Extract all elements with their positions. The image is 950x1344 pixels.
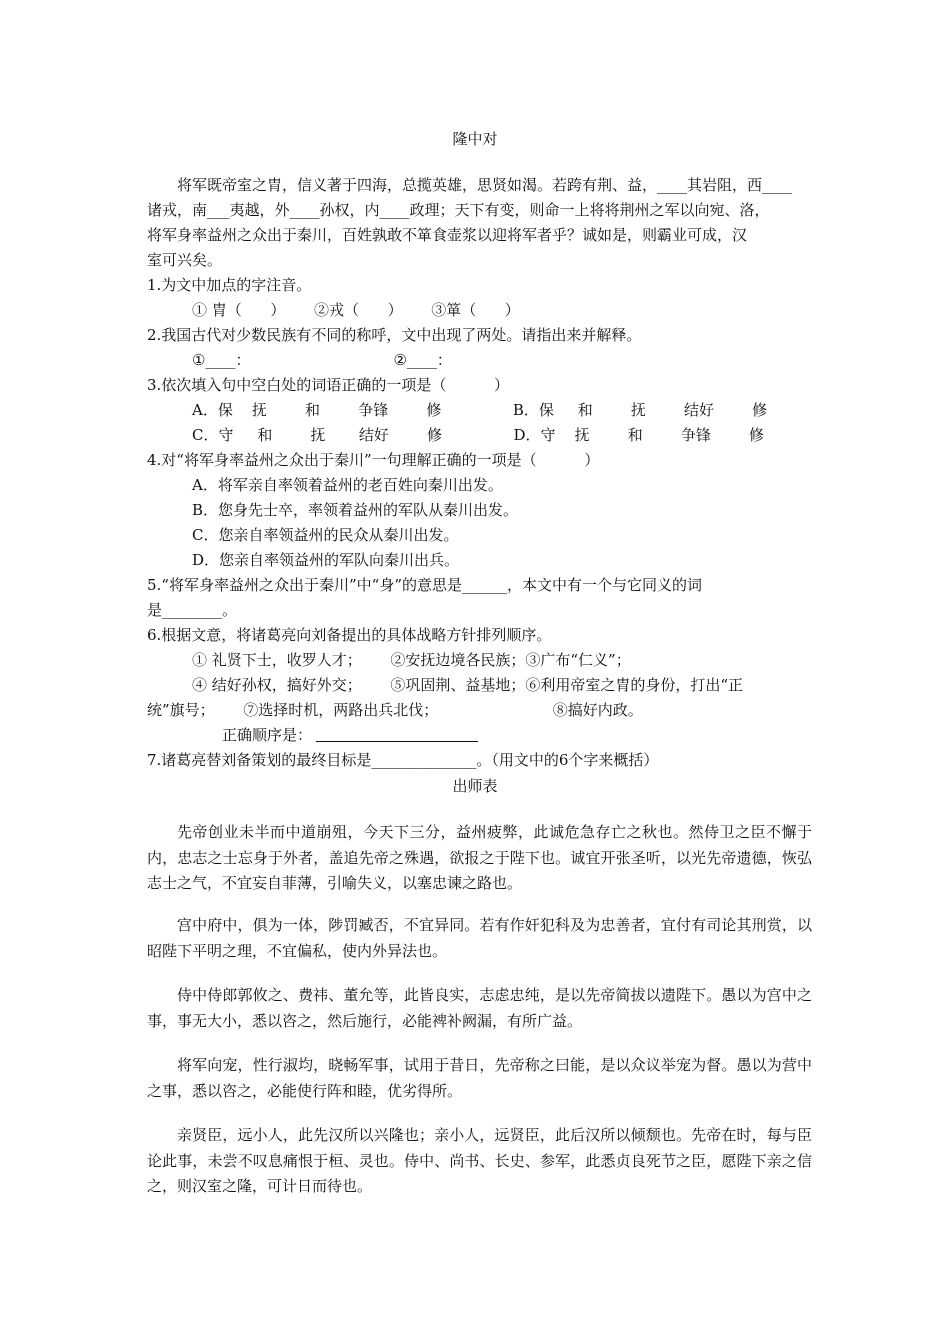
question-4-option-d: D．您亲自率领益州的军队向秦川出兵。	[192, 551, 460, 569]
passage-line: 室可兴矣。	[147, 251, 223, 269]
question-1-options: ① 胄（ ） ②戎（ ） ③箪（ ）	[192, 301, 520, 319]
chushibiao-title: 出师表	[452, 777, 498, 795]
passage-line: 诸戎，南___夷越，外____孙权，内____政理；天下有变，则命一上将将荆州之军以向宛、洛，	[147, 201, 770, 219]
question-6-items-line-2: ④ 结好孙权，搞好外交； ⑤巩固荆、益基地；⑥利用帝室之胄的身份，打出“正	[192, 676, 744, 694]
passage-line: 将军既帝室之胄，信义著于四海，总揽英雄，思贤如渴。若跨有荆、益，____其岩阻，西____	[177, 176, 793, 194]
question-5-line-1: 5.“将军身率益州之众出于秦川”中“身”的意思是______，本文中有一个与它同义的词	[147, 576, 702, 594]
question-4-option-a: A．将军亲自率领着益州的老百姓向秦川出发。	[192, 476, 503, 494]
question-2-options: ①____： ②____：	[192, 351, 452, 369]
chushibiao-paragraph: 亲贤臣，远小人，此先汉所以兴隆也；亲小人，远贤臣，此后汉所以倾颓也。先帝在时，每与臣论此事，未尝不叹息痛恨于桓、灵也。侍中、尚书、长史、参军，此悉贞良死节之臣，愿陛下亲之信之，则汉室之隆，可计日而待也。	[147, 1126, 812, 1195]
question-6-order-label: 正确顺序是：	[222, 726, 313, 744]
question-4-stem: 4.对“将军身率益州之众出于秦川”一句理解正确的一项是（ ）	[147, 451, 600, 469]
question-3-stem: 3.依次填入句中空白处的词语正确的一项是（ ）	[147, 376, 509, 394]
question-6-items-line-1: ① 礼贤下士，收罗人才； ②安抚边境各民族；③广布“仁义”；	[192, 651, 631, 669]
question-6-answer-line[interactable]	[316, 740, 478, 742]
chushibiao-paragraph: 宫中府中，俱为一体，陟罚臧否，不宜异同。若有作奸犯科及为忠善者，宜付有司论其刑赏，以昭陛下平明之理，不宜偏私，使内外异法也。	[147, 916, 812, 960]
question-7-stem: 7.诸葛亮替刘备策划的最终目标是______________。（用文中的6个字来概括）	[147, 751, 659, 769]
question-3-options-row-1: A．保 抚 和 争锋 修 B．保 和 抚 结好 修	[192, 401, 768, 419]
question-6-items-line-3: 统”旗号； ⑦选择时机，两路出兵北伐； ⑧搞好内政。	[147, 701, 643, 719]
question-1-stem: 1.为文中加点的字注音。	[147, 276, 312, 294]
question-3-options-row-2: C．守 和 抚 结好 修 D．守 抚 和 争锋 修	[192, 426, 765, 444]
passage-line: 将军身率益州之众出于秦川，百姓孰敢不箪食壶浆以迎将军者乎？诚如是，则霸业可成，汉	[147, 226, 748, 244]
chushibiao-paragraph: 先帝创业未半而中道崩殂，今天下三分，益州疲弊，此诚危急存亡之秋也。然侍卫之臣不懈于内，忠志之士忘身于外者，盖追先帝之殊遇，欲报之于陛下也。诚宜开张圣听，以光先帝遗德，恢弘志士之气，不宜妄自菲薄，引喻失义，以塞忠谏之路也。	[147, 823, 812, 892]
question-4-option-b: B．您身先士卒，率领着益州的军队从秦川出发。	[192, 501, 519, 519]
chushibiao-paragraph: 侍中侍郎郭攸之、费祎、董允等，此皆良实，志虑忠纯，是以先帝简拔以遗陛下。愚以为宫中之事，事无大小，悉以咨之，然后施行，必能裨补阙漏，有所广益。	[147, 986, 812, 1030]
question-5-line-2: 是________。	[147, 601, 238, 619]
chushibiao-paragraph: 将军向宠，性行淑均，晓畅军事，试用于昔日，先帝称之曰能，是以众议举宠为督。愚以为营中之事，悉以咨之，必能使行阵和睦，优劣得所。	[147, 1056, 812, 1100]
longzhong-title: 隆中对	[452, 130, 498, 148]
question-6-stem: 6.根据文意，将诸葛亮向刘备提出的具体战略方针排列顺序。	[147, 626, 552, 644]
question-4-option-c: C．您亲自率领益州的民众从秦川出发。	[192, 526, 459, 544]
question-2-stem: 2.我国古代对少数民族有不同的称呼，文中出现了两处。请指出来并解释。	[147, 326, 642, 344]
